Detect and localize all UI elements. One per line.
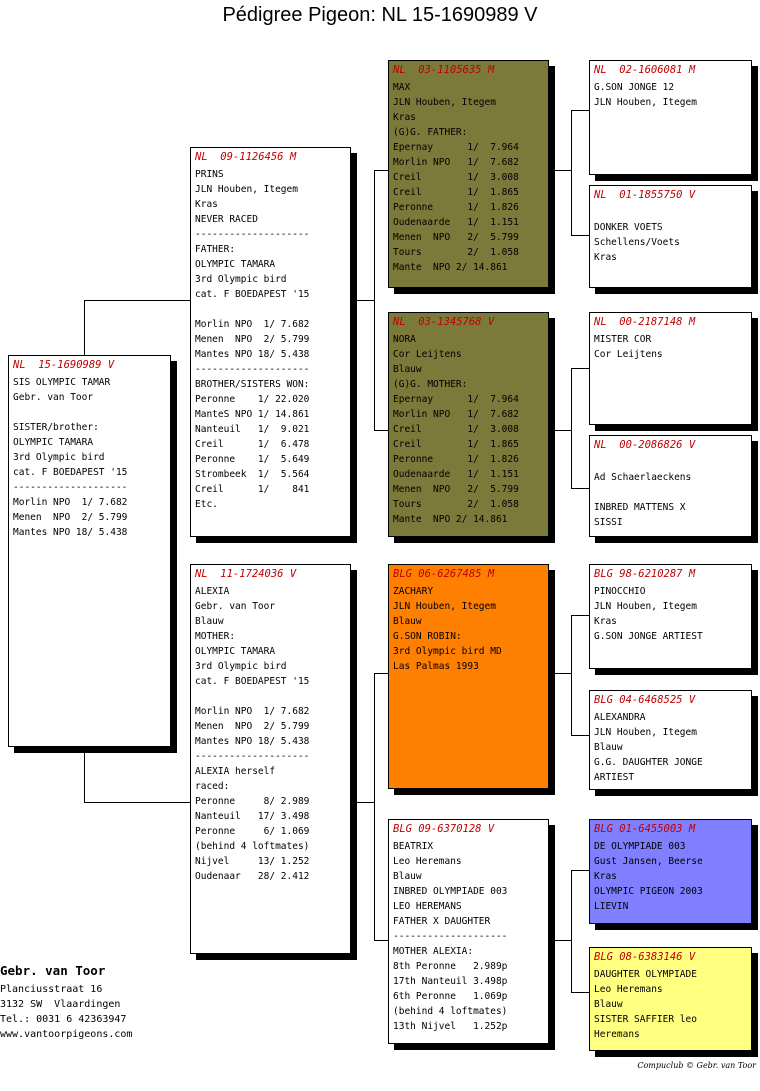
pigeon-info-line: JLN Houben, Itegem: [393, 97, 496, 108]
pigeon-info-line: Kras: [594, 252, 617, 263]
pigeon-info-line: 6th Peronne 1.069p: [393, 991, 508, 1002]
pigeon-info-line: cat. F BOEDAPEST '15: [195, 289, 310, 300]
pigeon-info-line: --------------------: [195, 751, 310, 762]
pigeon-card-ffm: [589, 185, 752, 288]
pigeon-info-line: 8th Peronne 2.989p: [393, 961, 508, 972]
breeder-website[interactable]: www.vantoorpigeons.com: [0, 1029, 133, 1040]
ring-number: BLG 09-6370128 V: [393, 823, 495, 835]
connector: [374, 430, 388, 431]
pigeon-info-line: Peronne 6/ 1.069: [195, 826, 310, 837]
pigeon-card-paternal-grandfather: [388, 60, 549, 288]
pigeon-info-line: --------------------: [195, 364, 310, 375]
pigeon-info-line: G.G. DAUGHTER JONGE: [594, 757, 703, 768]
connector: [374, 170, 388, 171]
pigeon-info-line: Blauw: [594, 999, 623, 1010]
pigeon-info-line: OLYMPIC TAMARA: [13, 437, 94, 448]
pigeon-info-line: (behind 4 loftmates): [195, 841, 310, 852]
connector: [84, 802, 190, 803]
pigeon-info-line: Peronne 1/ 1.826: [393, 454, 519, 465]
pigeon-card-mmf: [589, 819, 752, 924]
pigeon-info-line: Blauw: [594, 742, 623, 753]
connector: [350, 802, 374, 803]
pigeon-info-line: Morlin NPO 1/ 7.682: [393, 409, 519, 420]
pigeon-info-line: JLN Houben, Itegem: [393, 601, 496, 612]
connector: [571, 235, 589, 236]
pigeon-info-line: Blauw: [393, 871, 422, 882]
pigeon-info-line: MISTER COR: [594, 334, 652, 345]
pigeon-info-line: MAX: [393, 82, 411, 93]
breeder-phone: Tel.: 0031 6 42363947: [0, 1014, 127, 1025]
pigeon-info-line: Oudenaar 28/ 2.412: [195, 871, 310, 882]
pigeon-card-mfm: [589, 690, 752, 790]
breeder-info: [0, 963, 132, 1042]
pigeon-info-line: Mantes NPO 18/ 5.438: [195, 349, 310, 360]
pigeon-info-line: Leo Heremans: [393, 856, 462, 867]
pigeon-info-line: 3rd Olympic bird: [195, 274, 287, 285]
pigeon-info-line: DONKER VOETS: [594, 222, 663, 233]
pigeon-info-line: Menen NPO 2/ 5.799: [13, 512, 128, 523]
pigeon-info-line: Cor Leijtens: [393, 349, 462, 360]
pigeon-info-line: LEO HEREMANS: [393, 901, 462, 912]
page-title: Pédigree Pigeon: NL 15-1690989 V: [222, 4, 538, 26]
pigeon-card-fff: [589, 60, 752, 175]
connector: [571, 110, 589, 111]
pigeon-info-line: Nanteuil 1/ 9.021: [195, 424, 310, 435]
pigeon-info-line: Epernay 1/ 7.964: [393, 394, 519, 405]
pigeon-info-line: Peronne 8/ 2.989: [195, 796, 310, 807]
pigeon-card-maternal-grandfather: [388, 564, 549, 789]
pigeon-info-line: Epernay 1/ 7.964: [393, 142, 519, 153]
pigeon-info-line: NEVER RACED: [195, 214, 258, 225]
pigeon-info-line: Creil 1/ 3.008: [393, 172, 519, 183]
pigeon-info-line: Schellens/Voets: [594, 237, 680, 248]
pigeon-info-line: 17th Nanteuil 3.498p: [393, 976, 508, 987]
breeder-address-line: 3132 SW Vlaardingen: [0, 999, 121, 1010]
pigeon-info-line: cat. F BOEDAPEST '15: [195, 676, 310, 687]
pigeon-info-line: Morlin NPO 1/ 7.682: [393, 157, 519, 168]
pigeon-info-line: DAUGHTER OLYMPIADE: [594, 969, 697, 980]
ring-number: NL 00-2086826 V: [594, 439, 696, 451]
pigeon-info-line: 3rd Olympic bird: [13, 452, 105, 463]
connector: [374, 673, 375, 940]
pigeon-info-line: ALEXIA herself: [195, 766, 276, 777]
pigeon-info-line: Creil 1/ 6.478: [195, 439, 310, 450]
pigeon-info-line: JLN Houben, Itegem: [195, 184, 298, 195]
pigeon-info-line: Mante NPO 2/ 14.861: [393, 514, 508, 525]
connector: [571, 870, 589, 871]
pigeon-info-line: [594, 485, 747, 500]
ring-number: NL 03-1345768 V: [393, 316, 495, 328]
ring-number: BLG 06-6267485 M: [393, 568, 495, 580]
pigeon-info-line: [594, 205, 747, 220]
pigeon-info-line: Gust Jansen, Beerse: [594, 856, 703, 867]
connector: [571, 992, 589, 993]
pigeon-info-line: Ad Schaerlaeckens: [594, 472, 692, 483]
pigeon-info-line: 3rd Olympic bird: [195, 661, 287, 672]
ring-number: BLG 04-6468525 V: [594, 694, 696, 706]
pigeon-info-line: (G)G. MOTHER:: [393, 379, 468, 390]
pigeon-info-line: ZACHARY: [393, 586, 434, 597]
pigeon-info-line: Mantes NPO 18/ 5.438: [195, 736, 310, 747]
connector: [571, 615, 572, 735]
pigeon-info-line: [13, 405, 166, 420]
pigeon-info-line: (G)G. FATHER:: [393, 127, 468, 138]
pigeon-info-line: FATHER:: [195, 244, 236, 255]
pigeon-card-fmm: [589, 435, 752, 537]
pigeon-info-line: INBRED MATTENS X: [594, 502, 686, 513]
pigeon-info-line: (behind 4 loftmates): [393, 1006, 508, 1017]
pigeon-info-line: Blauw: [393, 364, 422, 375]
connector: [571, 368, 572, 488]
pigeon-info-line: OLYMPIC TAMARA: [195, 259, 276, 270]
pigeon-info-line: Blauw: [393, 616, 422, 627]
pigeon-info-line: --------------------: [13, 482, 128, 493]
pigeon-info-line: Creil 1/ 1.865: [393, 187, 519, 198]
ring-number: NL 09-1126456 M: [195, 151, 297, 163]
pigeon-info-line: MOTHER ALEXIA:: [393, 946, 474, 957]
connector: [571, 368, 589, 369]
pigeon-info-line: SISSI: [594, 517, 623, 528]
connector: [571, 110, 572, 235]
pigeon-info-line: 13th Nijvel 1.252p: [393, 1021, 508, 1032]
pigeon-info-line: INBRED OLYMPIADE 003: [393, 886, 508, 897]
ring-number: NL 00-2187148 M: [594, 316, 696, 328]
connector: [350, 300, 374, 301]
pigeon-info-line: Creil 1/ 3.008: [393, 424, 519, 435]
pigeon-card-paternal-grandmother: [388, 312, 549, 537]
pigeon-info-line: --------------------: [195, 229, 310, 240]
pigeon-info-line: Peronne 1/ 5.649: [195, 454, 310, 465]
pigeon-info-line: Menen NPO 2/ 5.799: [195, 334, 310, 345]
connector: [571, 870, 572, 992]
pigeon-info-line: 3rd Olympic bird MD: [393, 646, 502, 657]
ring-number: NL 03-1105635 M: [393, 64, 495, 76]
pigeon-info-line: cat. F BOEDAPEST '15: [13, 467, 128, 478]
pigeon-info-line: [594, 455, 747, 470]
pigeon-info-line: ALEXANDRA: [594, 712, 646, 723]
pigeon-info-line: Leo Heremans: [594, 984, 663, 995]
pigeon-info-line: Oudenaarde 1/ 1.151: [393, 469, 519, 480]
pigeon-info-line: Strombeek 1/ 5.564: [195, 469, 310, 480]
ring-number: NL 02-1606081 M: [594, 64, 696, 76]
pigeon-info-line: Menen NPO 2/ 5.799: [195, 721, 310, 732]
connector: [571, 615, 589, 616]
pigeon-info-line: Tours 2/ 1.058: [393, 247, 519, 258]
pigeon-info-line: SISTER/brother:: [13, 422, 99, 433]
connector: [374, 673, 388, 674]
pigeon-info-line: Morlin NPO 1/ 7.682: [195, 319, 310, 330]
connector: [374, 170, 375, 430]
pigeon-info-line: Gebr. van Toor: [13, 392, 94, 403]
pigeon-info-line: [195, 302, 346, 317]
pigeon-info-line: Etc.: [195, 499, 218, 510]
pigeon-info-line: ManteS NPO 1/ 14.861: [195, 409, 310, 420]
pigeon-info-line: OLYMPIC PIGEON 2003: [594, 886, 703, 897]
ring-number: NL 11-1724036 V: [195, 568, 297, 580]
pigeon-info-line: G.SON JONGE ARTIEST: [594, 631, 703, 642]
pigeon-info-line: BROTHER/SISTERS WON:: [195, 379, 310, 390]
pigeon-card-father: [190, 147, 351, 537]
pigeon-info-line: [195, 689, 346, 704]
pigeon-card-mmm: [589, 947, 752, 1051]
ring-number: BLG 98-6210287 M: [594, 568, 696, 580]
pigeon-info-line: BEATRIX: [393, 841, 434, 852]
pigeon-info-line: MOTHER:: [195, 631, 236, 642]
connector: [571, 735, 589, 736]
pigeon-info-line: ARTIEST: [594, 772, 635, 783]
pigeon-info-line: PINOCCHIO: [594, 586, 646, 597]
connector: [374, 940, 388, 941]
pigeon-info-line: Heremans: [594, 1029, 640, 1040]
pigeon-info-line: ALEXIA: [195, 586, 230, 597]
ring-number: BLG 08-6383146 V: [594, 951, 696, 963]
pigeon-info-line: Menen NPO 2/ 5.799: [393, 484, 519, 495]
pigeon-info-line: G.SON JONGE 12: [594, 82, 675, 93]
footer-credit: Compuclub © Gebr. van Toor: [637, 1061, 756, 1070]
pigeon-info-line: G.SON ROBIN:: [393, 631, 462, 642]
pigeon-card-fmf: [589, 312, 752, 425]
pigeon-info-line: --------------------: [393, 931, 508, 942]
connector: [549, 170, 571, 171]
pigeon-info-line: Tours 2/ 1.058: [393, 499, 519, 510]
pigeon-info-line: Kras: [195, 199, 218, 210]
pigeon-info-line: Menen NPO 2/ 5.799: [393, 232, 519, 243]
pigeon-info-line: Peronne 1/ 22.020: [195, 394, 310, 405]
pigeon-info-line: Cor Leijtens: [594, 349, 663, 360]
breeder-address-line: Planciusstraat 16: [0, 984, 103, 995]
pigeon-info-line: Creil 1/ 841: [195, 484, 310, 495]
pigeon-card-mff: [589, 564, 752, 669]
connector: [84, 747, 85, 802]
pigeon-info-line: Nanteuil 17/ 3.498: [195, 811, 310, 822]
pigeon-info-line: Mantes NPO 18/ 5.438: [13, 527, 128, 538]
pigeon-info-line: Blauw: [195, 616, 224, 627]
pigeon-info-line: JLN Houben, Itegem: [594, 97, 697, 108]
pigeon-info-line: Kras: [594, 871, 617, 882]
pigeon-card-subject: [8, 355, 171, 747]
pigeon-info-line: Las Palmas 1993: [393, 661, 479, 672]
pigeon-info-line: FATHER X DAUGHTER: [393, 916, 491, 927]
pigeon-info-line: Mante NPO 2/ 14.861: [393, 262, 508, 273]
connector: [549, 940, 571, 941]
pigeon-info-line: DE OLYMPIADE 003: [594, 841, 686, 852]
pigeon-info-line: JLN Houben, Itegem: [594, 727, 697, 738]
pigeon-info-line: Kras: [594, 616, 617, 627]
pigeon-info-line: Morlin NPO 1/ 7.682: [13, 497, 128, 508]
pigeon-info-line: Gebr. van Toor: [195, 601, 276, 612]
connector: [549, 673, 571, 674]
pigeon-card-maternal-grandmother: [388, 819, 549, 1044]
pigeon-info-line: SISTER SAFFIER leo: [594, 1014, 697, 1025]
connector: [549, 430, 571, 431]
pigeon-info-line: Creil 1/ 1.865: [393, 439, 519, 450]
connector: [571, 488, 589, 489]
pigeon-info-line: Peronne 1/ 1.826: [393, 202, 519, 213]
pigeon-info-line: PRINS: [195, 169, 224, 180]
pigeon-info-line: Morlin NPO 1/ 7.682: [195, 706, 310, 717]
connector: [84, 300, 190, 301]
ring-number: NL 01-1855750 V: [594, 189, 696, 201]
pigeon-info-line: JLN Houben, Itegem: [594, 601, 697, 612]
pigeon-info-line: Oudenaarde 1/ 1.151: [393, 217, 519, 228]
ring-number: BLG 01-6455003 M: [594, 823, 696, 835]
pigeon-info-line: NORA: [393, 334, 416, 345]
pigeon-card-mother: [190, 564, 351, 954]
connector: [84, 300, 85, 355]
pigeon-info-line: raced:: [195, 781, 230, 792]
pigeon-info-line: OLYMPIC TAMARA: [195, 646, 276, 657]
pigeon-info-line: Kras: [393, 112, 416, 123]
pigeon-info-line: LIEVIN: [594, 901, 629, 912]
breeder-name: Gebr. van Toor: [0, 963, 106, 978]
pigeon-info-line: Nijvel 13/ 1.252: [195, 856, 310, 867]
ring-number: NL 15-1690989 V: [13, 359, 115, 371]
pigeon-info-line: SIS OLYMPIC TAMAR: [13, 377, 111, 388]
